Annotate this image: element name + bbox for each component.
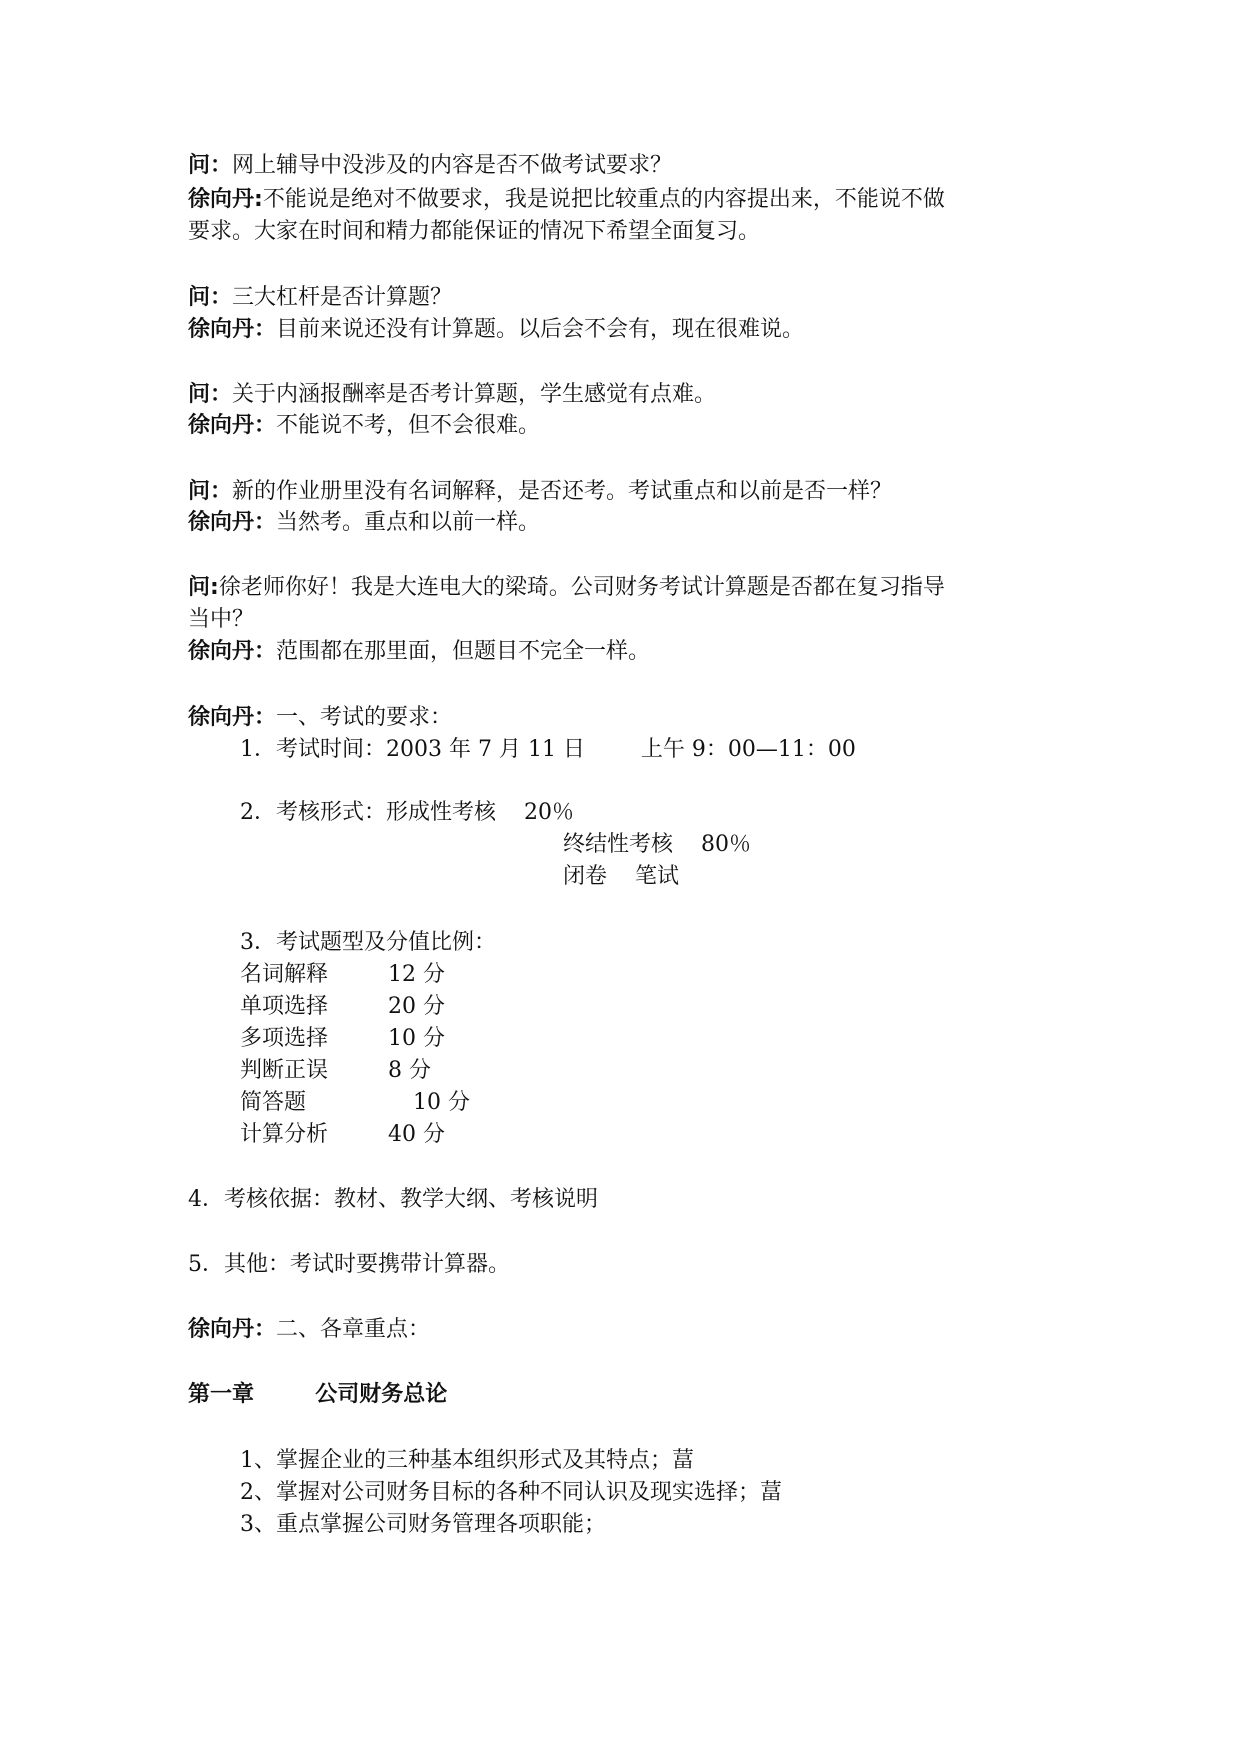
question-text: 网上辅导中没涉及的内容是否不做考试要求？ — [232, 153, 673, 178]
section-title-text: 二、各章重点： — [276, 1317, 431, 1342]
question-2 — [188, 283, 452, 313]
answer-text: 目前来说还没有计算题。以后会不会有，现在很难说。 — [276, 317, 805, 342]
assessment-form-item: 2．考核形式：形成性考核 20％ — [240, 800, 574, 825]
answer-4 — [188, 508, 540, 538]
score-row-value: 20 分 — [388, 994, 445, 1019]
chapter-1-heading: 第一章 公司财务总论 — [188, 1382, 448, 1407]
question-text: 徐老师你好！我是大连电大的梁琦。公司财务考试计算题是否都在复习指导 — [218, 575, 945, 600]
answer-label: 徐向丹： — [188, 317, 277, 342]
answer-text: 范围都在那里面，但题目不完全一样。 — [276, 639, 651, 664]
score-row-name: 简答题 — [240, 1090, 307, 1115]
answer-5 — [188, 637, 650, 667]
speaker-label: 徐向丹： — [188, 1317, 277, 1342]
score-row-name: 判断正误 — [240, 1058, 329, 1083]
question-5-line-2: 当中？ — [188, 607, 255, 632]
question-types-title: 3．考试题型及分值比例： — [240, 930, 496, 955]
answer-1-line-2: 要求。大家在时间和精力都能保证的情况下希望全面复习。 — [188, 219, 761, 244]
answer-label: 徐向丹： — [188, 639, 277, 664]
question-text: 关于内涵报酬率是否考计算题，学生感觉有点难。 — [232, 382, 717, 407]
assessment-form-final: 终结性考核 80％ — [563, 832, 751, 857]
question-3 — [188, 380, 716, 410]
speaker-label: 徐向丹： — [188, 705, 277, 730]
question-label: 问： — [188, 285, 233, 310]
score-row-value: 12 分 — [388, 962, 445, 987]
score-row-name: 计算分析 — [240, 1122, 329, 1147]
question-text: 新的作业册里没有名词解释，是否还考。考试重点和以前是否一样？ — [232, 479, 893, 504]
score-row-name: 名词解释 — [240, 962, 329, 987]
section-1-title — [188, 703, 452, 733]
question-label: 问： — [188, 479, 233, 504]
score-row-value: 40 分 — [388, 1122, 445, 1147]
answer-label: 徐向丹: — [188, 187, 263, 212]
score-row-value: 8 分 — [388, 1058, 431, 1083]
question-5 — [188, 573, 945, 603]
score-row-value: 10 分 — [413, 1090, 470, 1115]
assessment-form-closed-book: 闭卷 笔试 — [563, 864, 679, 889]
question-text: 三大杠杆是否计算题？ — [232, 285, 453, 310]
score-row-name: 单项选择 — [240, 994, 329, 1019]
section-title-text: 一、考试的要求： — [276, 705, 453, 730]
score-row-name: 多项选择 — [240, 1026, 329, 1051]
answer-text: 不能说是绝对不做要求，我是说把比较重点的内容提出来，不能说不做 — [262, 187, 945, 212]
answer-label: 徐向丹： — [188, 510, 277, 535]
other-item: 5．其他：考试时要携带计算器。 — [188, 1252, 510, 1277]
question-label: 问: — [188, 575, 219, 600]
answer-text: 当然考。重点和以前一样。 — [276, 510, 541, 535]
answer-2 — [188, 315, 804, 345]
answer-1 — [188, 185, 945, 215]
answer-label: 徐向丹： — [188, 413, 277, 438]
exam-time-item: 1．考试时间：2003 年 7 月 11 日 上午 9：00—11：00 — [240, 737, 856, 762]
answer-text: 不能说不考，但不会很难。 — [276, 413, 541, 438]
chapter-1-point: 3、重点掌握公司财务管理各项职能； — [240, 1512, 606, 1537]
question-1 — [188, 151, 672, 181]
score-row-value: 10 分 — [388, 1026, 445, 1051]
question-label: 问： — [188, 382, 233, 407]
question-4 — [188, 477, 892, 507]
chapter-1-point: 1、掌握企业的三种基本组织形式及其特点；葍 — [240, 1448, 694, 1473]
section-2-title — [188, 1315, 430, 1345]
assessment-basis-item: 4．考核依据：教材、教学大纲、考核说明 — [188, 1187, 598, 1212]
answer-3 — [188, 411, 540, 441]
chapter-1-point: 2、掌握对公司财务目标的各种不同认识及现实选择；葍 — [240, 1480, 782, 1505]
question-label: 问： — [188, 153, 233, 178]
